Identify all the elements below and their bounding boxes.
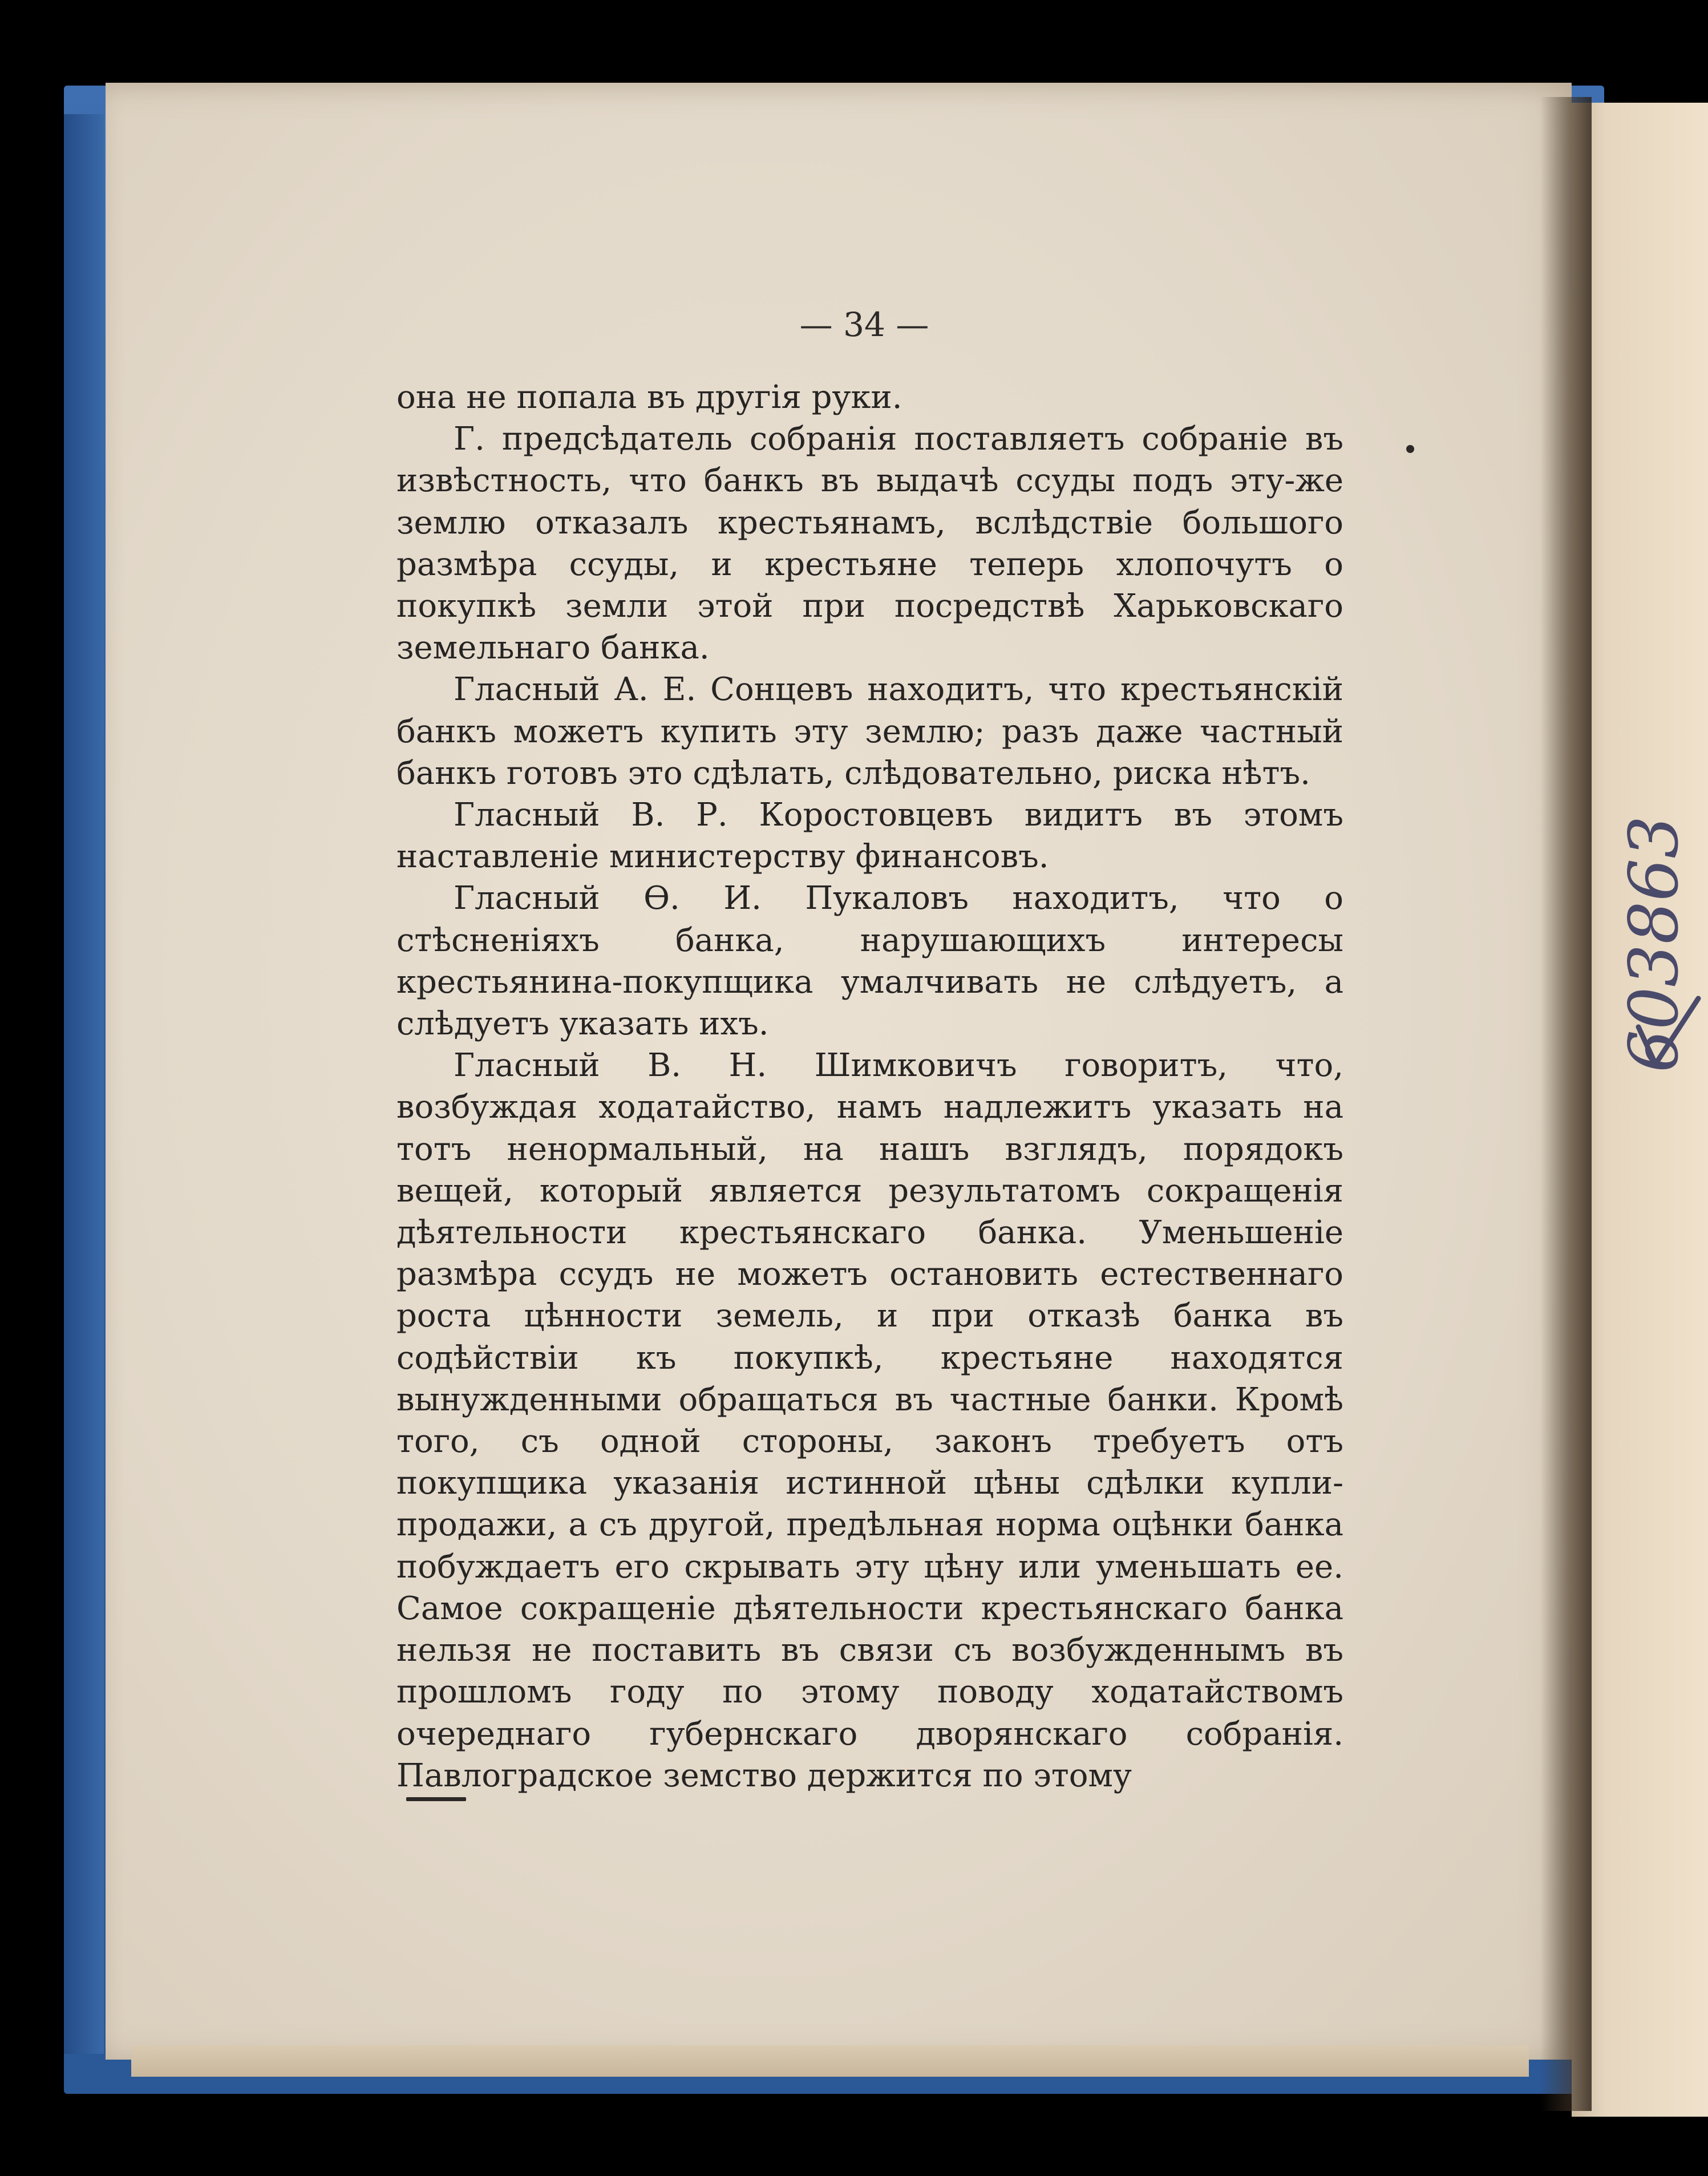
paragraph: Г. предсѣдатель собранія поставляетъ собраніе въ извѣстность, что банкъ въ выдачѣ ссуды подъ эту-же землю отказалъ крестьянамъ, вслѣдствіе большого размѣра ссуды, и крестьяне теперь хлопочутъ о покупкѣ земли этой при посредствѣ Харьковскаго земельнаго банка. xyxy=(396,420,1343,667)
paragraph: Гласный В. Н. Шимковичъ говоритъ, что, возбуждая ходатайство, намъ надлежитъ указать на тотъ ненормальный, на нашъ взглядъ, порядокъ вещей, который является результатомъ сокращенія дѣятельности крестьянскаго банка. Уменьшеніе размѣра ссудъ не можетъ остановить естественнаго роста цѣнности земель, и при отказѣ банка въ содѣйствіи къ покупкѣ, крестьяне находятся вынужденными обращаться въ частные банки. Кромѣ того, съ одной стороны, законъ требуетъ отъ покупщика указанія истинной цѣны сдѣлки купли-продажи, а съ другой, предѣльная норма оцѣнки банка побуждаетъ его скрывать эту цѣну или уменьшать ее. Самое сокращеніе дѣятельности крестьянскаго банка нельзя не поставить въ связи съ возбужденнымъ въ прошломъ году по этому поводу ходатайствомъ очереднаго губернскаго дворянскаго собранія. Павлоградское земство держится по этому xyxy=(396,1047,1343,1794)
spine-shadow xyxy=(1540,97,1592,2111)
page-number: — 34 — xyxy=(799,305,929,344)
paragraph: Гласный В. Р. Коростовцевъ видитъ въ этомъ наставленіе министерству финансовъ. xyxy=(396,796,1343,876)
ink-speck xyxy=(1406,445,1414,453)
footer-dash xyxy=(406,1797,466,1801)
paragraph: Гласный А. Е. Сонцевъ находитъ, что крестьянскій банкъ можетъ купить эту землю; разъ даже частный банкъ готовъ это сдѣлать, слѣдовательно, риска нѣтъ. xyxy=(396,671,1343,792)
paragraph: Гласный Ѳ. И. Пукаловъ находитъ, что о стѣсненіяхъ банка, нарушающихъ интересы крестьянина-покупщика умалчивать не слѣдуетъ, а слѣдуетъ указать ихъ. xyxy=(396,880,1343,1043)
paragraph: она не попала въ другія руки. xyxy=(396,379,902,416)
adjacent-page xyxy=(1572,103,1708,2117)
page-edge xyxy=(131,2045,1529,2077)
handwritten-inventory-number: 603863 xyxy=(1614,815,1693,1073)
book-cover-edge xyxy=(64,114,104,2054)
body-text xyxy=(396,377,1343,1797)
